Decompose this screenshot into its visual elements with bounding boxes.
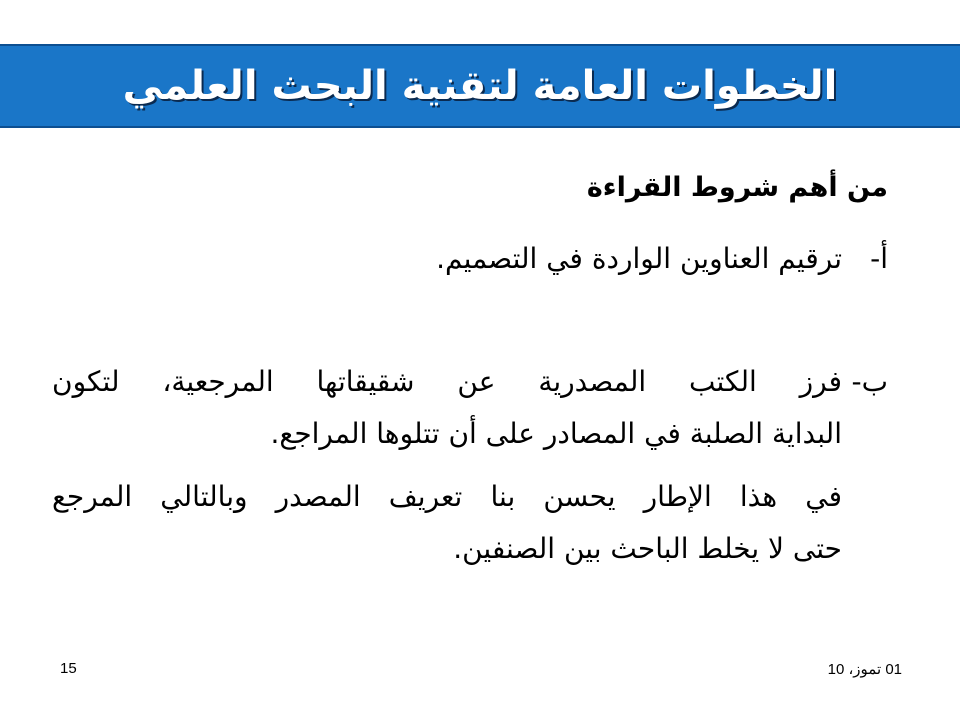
item-a-text: ترقيم العناوين الواردة في التصميم. [436,242,842,275]
paragraph-line-2: حتى لا يخلط الباحث بين الصنفين. [453,532,842,565]
item-b-marker: ب- [851,365,888,398]
item-a-marker: أ- [870,242,888,275]
page-number: 15 [60,660,77,677]
section-heading: من أهم شروط القراءة [586,172,888,203]
item-b-line-1: فرز الكتب المصدرية عن شقيقاتها المرجعية، لتكون [52,365,842,398]
footer-date: 01 تموز، 10 [827,661,902,678]
slide-title: الخطوات العامة لتقنية البحث العلمي [122,63,838,109]
paragraph-line-1: في هذا الإطار يحسن بنا تعريف المصدر وبالتالي المرجع [52,480,842,513]
item-b-line-2: البداية الصلبة في المصادر على أن تتلوها المراجع. [270,417,842,450]
